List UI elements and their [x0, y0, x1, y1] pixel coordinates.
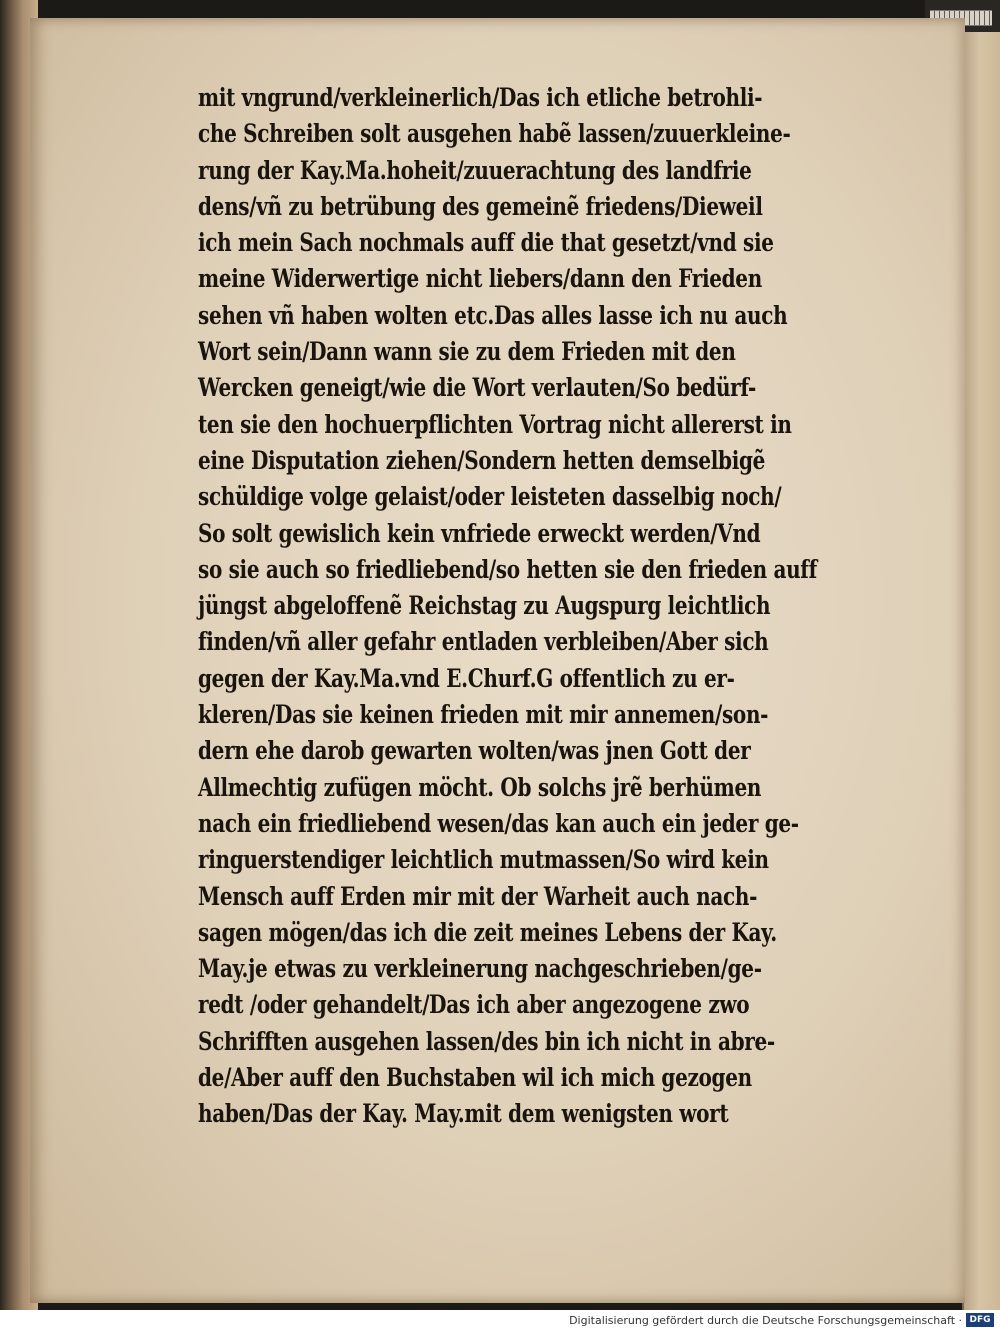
text-line: May.je etwas zu verkleinerung nachgeschrieben/ge-	[198, 954, 762, 984]
text-line: redt /oder gehandelt/Das ich aber angezogene zwo	[198, 990, 750, 1020]
text-line: Wercken geneigt/wie die Wort verlauten/So bedürf-	[198, 373, 756, 403]
funding-credit: Digitalisierung gefördert durch die Deutsche Forschungsgemeinschaft ·	[569, 1314, 962, 1327]
text-line: ich mein Sach nochmals auff die that gesetzt/vnd sie	[198, 228, 774, 258]
text-line: sehen vñ haben wolten etc.Das alles lasse ich nu auch	[198, 300, 788, 330]
text-line: sagen mögen/das ich die zeit meines Lebens der Kay.	[198, 917, 777, 947]
text-line: schüldige volge gelaist/oder leisteten dasselbig noch/	[198, 482, 782, 512]
text-line: Mensch auff Erden mir mit der Warheit auch nach-	[198, 881, 758, 911]
text-line: meine Widerwertige nicht liebers/dann den Frieden	[198, 264, 762, 294]
text-line: eine Disputation ziehen/Sondern hetten demselbigẽ	[198, 445, 766, 475]
text-line: jüngst abgeloffenẽ Reichstag zu Augspurg leichtlich	[198, 591, 771, 621]
text-line: Allmechtig zufügen möcht. Ob solchs jrẽ berhümen	[198, 772, 762, 802]
text-line: Wort sein/Dann wann sie zu dem Frieden mit den	[198, 337, 736, 367]
text-line: dens/vñ zu betrübung des gemeinẽ friedens/Dieweil	[198, 191, 763, 221]
text-line: ten sie den hochuerpflichten Vortrag nicht allererst in	[198, 409, 792, 439]
page-text	[198, 80, 913, 1133]
text-line: So solt gewislich kein vnfriede erweckt werden/Vnd	[198, 518, 761, 548]
text-line: finden/vñ aller gefahr entladen verbleiben/Aber sich	[198, 627, 769, 657]
text-line: haben/Das der Kay. May.mit dem wenigsten wort	[198, 1099, 729, 1129]
text-line: so sie auch so friedliebend/so hetten sie den frieden auff	[198, 554, 817, 584]
text-line: ringuerstendiger leichtlich mutmassen/So wird kein	[198, 845, 769, 875]
adjacent-page-edge	[962, 32, 1000, 1310]
text-line: rung der Kay.Ma.hoheit/zuuerachtung des landfrie	[198, 155, 752, 185]
text-line: gegen der Kay.Ma.vnd E.Churf.G offentlich zu er-	[198, 663, 735, 693]
footer-bar	[0, 1310, 1000, 1331]
text-line: de/Aber auff den Buchstaben wil ich mich gezogen	[198, 1063, 752, 1093]
dfg-logo: DFG	[966, 1313, 994, 1327]
text-line: che Schreiben solt ausgehen habẽ lassen/zuuerkleine-	[198, 119, 791, 149]
text-line: nach ein friedliebend wesen/das kan auch ein jeder ge-	[198, 808, 799, 838]
text-line: kleren/Das sie keinen frieden mit mir annemen/son-	[198, 700, 769, 730]
text-line: Schrifften ausgehen lassen/des bin ich nicht in abre-	[198, 1026, 775, 1056]
text-line: mit vngrund/verkleinerlich/Das ich etliche betrohli-	[198, 83, 763, 112]
text-line: dern ehe darob gewarten wolten/was jnen Gott der	[198, 736, 751, 766]
